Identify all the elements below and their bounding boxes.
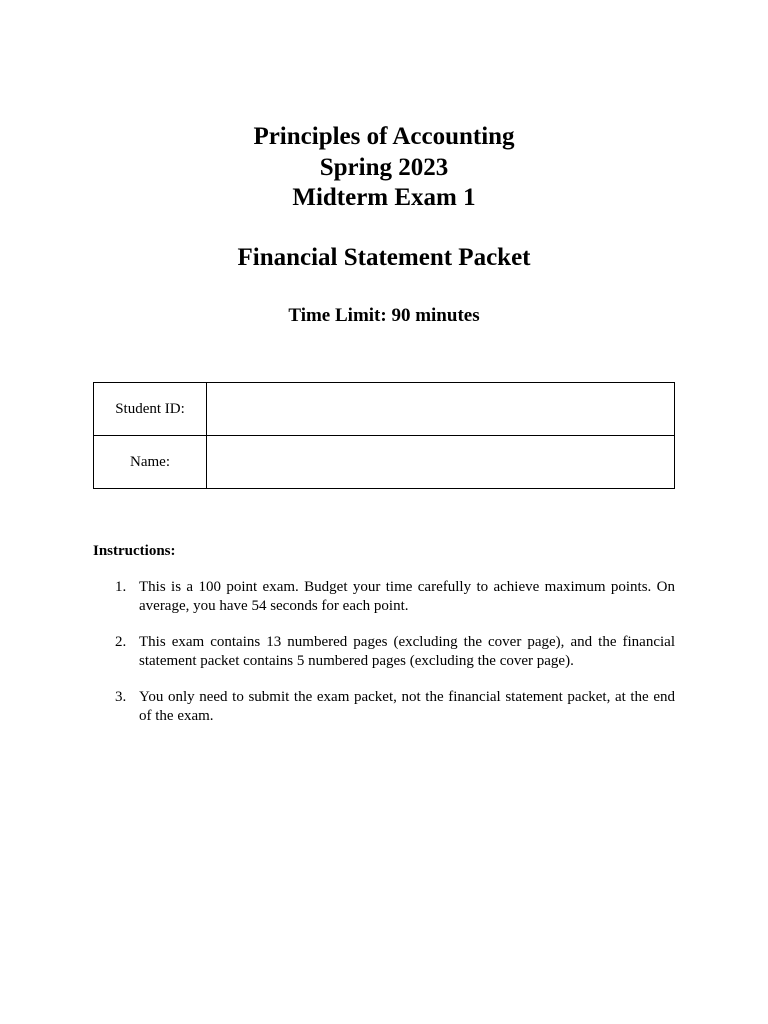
packet-subtitle: Financial Statement Packet [237,244,531,271]
instruction-text: This is a 100 point exam. Budget your time carefully to achieve maximum points. On average, you have 54 seconds for each point. [139,579,675,614]
instruction-text: This exam contains 13 numbered pages (excluding the cover page), and the financial statement packet contains 5 numbered pages (excluding the cover page). [139,634,675,669]
instruction-number: 3. [115,689,127,705]
instructions-heading: Instructions: [93,543,176,559]
student-id-field[interactable] [207,383,675,436]
name-label: Name: [94,436,207,489]
instruction-text: You only need to submit the exam packet, not the financial statement packet, at the end of the exam. [139,689,675,724]
time-limit: Time Limit: 90 minutes [288,305,480,326]
title-block [0,122,768,214]
name-row [94,436,675,489]
instruction-number: 1. [115,579,127,595]
name-field[interactable] [207,436,675,489]
student-id-label: Student ID: [94,383,207,436]
course-title: Principles of Accounting [253,123,515,150]
student-info-table [93,382,675,489]
student-id-row [94,383,675,436]
instruction-item [93,578,675,615]
instructions-list [93,578,675,743]
exam-title: Midterm Exam 1 [292,184,476,211]
instruction-number: 2. [115,634,127,650]
instruction-item [93,688,675,725]
instruction-item [93,633,675,670]
term-title: Spring 2023 [319,153,449,181]
